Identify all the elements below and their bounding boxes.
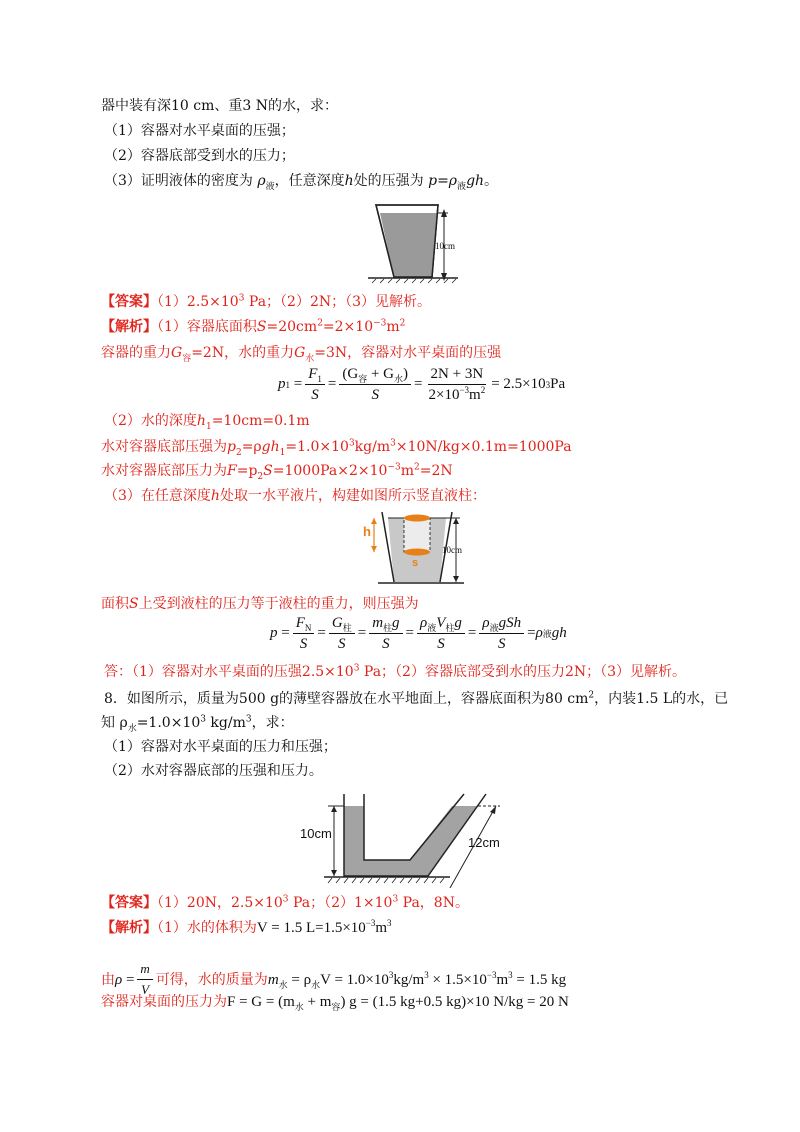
fig2-h-label: h [363, 524, 371, 539]
fig1-depth-label: 10cm [435, 241, 455, 251]
q8-line2: 知 $\rho_水=1.0\times 10^3$ $kg/m^3$，求： [101, 714, 294, 734]
analysis7-line3: （2）水的深度$h_1=10cm=0.1m$ [104, 413, 310, 432]
q7-part3: （3）证明液体的密度为 $\rho_液$，任意深度h处的压强为 $p=\rho_液gh$。 [104, 173, 499, 192]
analysis7-line2: 容器的重力$G_容=2N$，水的重力$G_水=3N$，容器对水平桌面的压强 [101, 345, 502, 364]
q7-part2: （2）容器底部受到水的压力； [104, 148, 295, 164]
q8-line1: 8．如图所示，质量为500 g的薄壁容器放在水平地面上，容器底面积为80 $cm^2$，内装1.5 L的水，已 [104, 690, 729, 707]
q7-intro: 器中装有深10 cm、重3 N的水，求： [101, 98, 338, 114]
answer8-line: 【答案】（1）20N，$2.5\times 10^3$ Pa；$(2)1\times 10^3$ Pa，8N。 [101, 894, 469, 911]
analysis7-line5: 水对容器底部压力为$F=p_2S=1000Pa\times 2\times 10^{-3}m^2=2N$ [101, 462, 453, 482]
analysis7-line1: 【解析】（1）容器底面积$S=20cm^2=2\times 10^{-3}m^2$ [101, 318, 406, 335]
answer7-line: 【答案】$(1)2.5\times 10^3$ Pa；（2）2N；（3）见解析。 [101, 293, 432, 310]
analysis8-line2: 由 ρ = $\frac{m}{V}$ 可得，水的质量为 $m_水 = \rho_水V = 1.0\times 10^3kg/m^3 \times 1.5\times 10^{-3}m^3 = 1.5$ kg [101, 961, 567, 997]
analysis8-line3: 容器对桌面的压力为$F = G = (m_水 + m_容) g = (1.5$ kg+0.5 kg)×10 N/kg = 20 N [101, 994, 569, 1012]
analysis7-line4: 水对容器底部压强为$p_2=\rho gh_1=1.0\times 10^3kg/m^3\times 10N/kg\times 0.1m=1000Pa$ [101, 438, 572, 458]
q7-part1: （1）容器对水平桌面的压强； [104, 123, 295, 139]
equation-p1: p 1 = $\frac{F_1}{S}$ = $\frac{(G_容 + G_水)}{S}$ = $\frac{2N + 3N}{2\times 10^{-3}m^2}$ = 2.5×10 3 Pa [278, 366, 566, 403]
analysis7-line6: （3）在任意深度h处取一水平液片，构建如图所示竖直液柱： [104, 488, 486, 504]
q8-part2: （2）水对容器底部的压强和压力。 [104, 763, 323, 779]
fig2-s-label: s [412, 557, 419, 569]
fig3-height-label: 10cm [300, 826, 332, 841]
answer7-conclusion: 答：（1）容器对水平桌面的压强$2.5\times 10^3$ Pa；（2）容器底部受到水的压力2N；（3）见解析。 [104, 663, 687, 680]
equation-pressure-proof: p = $\frac{F_N}{S}$ = $\frac{G_柱}{S}$ = $\frac{m_柱g}{S}$ = $\frac{\rho_液V_柱g}{S}$ = $\frac{\rho_液gSh}{S}$ = ρ 液 gh [270, 615, 567, 652]
analysis7-line7: 面积S上受到液柱的压力等于液柱的重力，则压强为 [101, 596, 419, 612]
analysis8-line1: 【解析】（1）水的体积为V = 1.5 $L=1.5\times 10^{-3}m^3$ [101, 918, 392, 936]
fig3-slant-label: 12cm [468, 835, 500, 850]
q8-part1: （1）容器对水平桌面的压力和压强； [104, 739, 337, 755]
fig2-depth-label: 10cm [442, 545, 462, 555]
